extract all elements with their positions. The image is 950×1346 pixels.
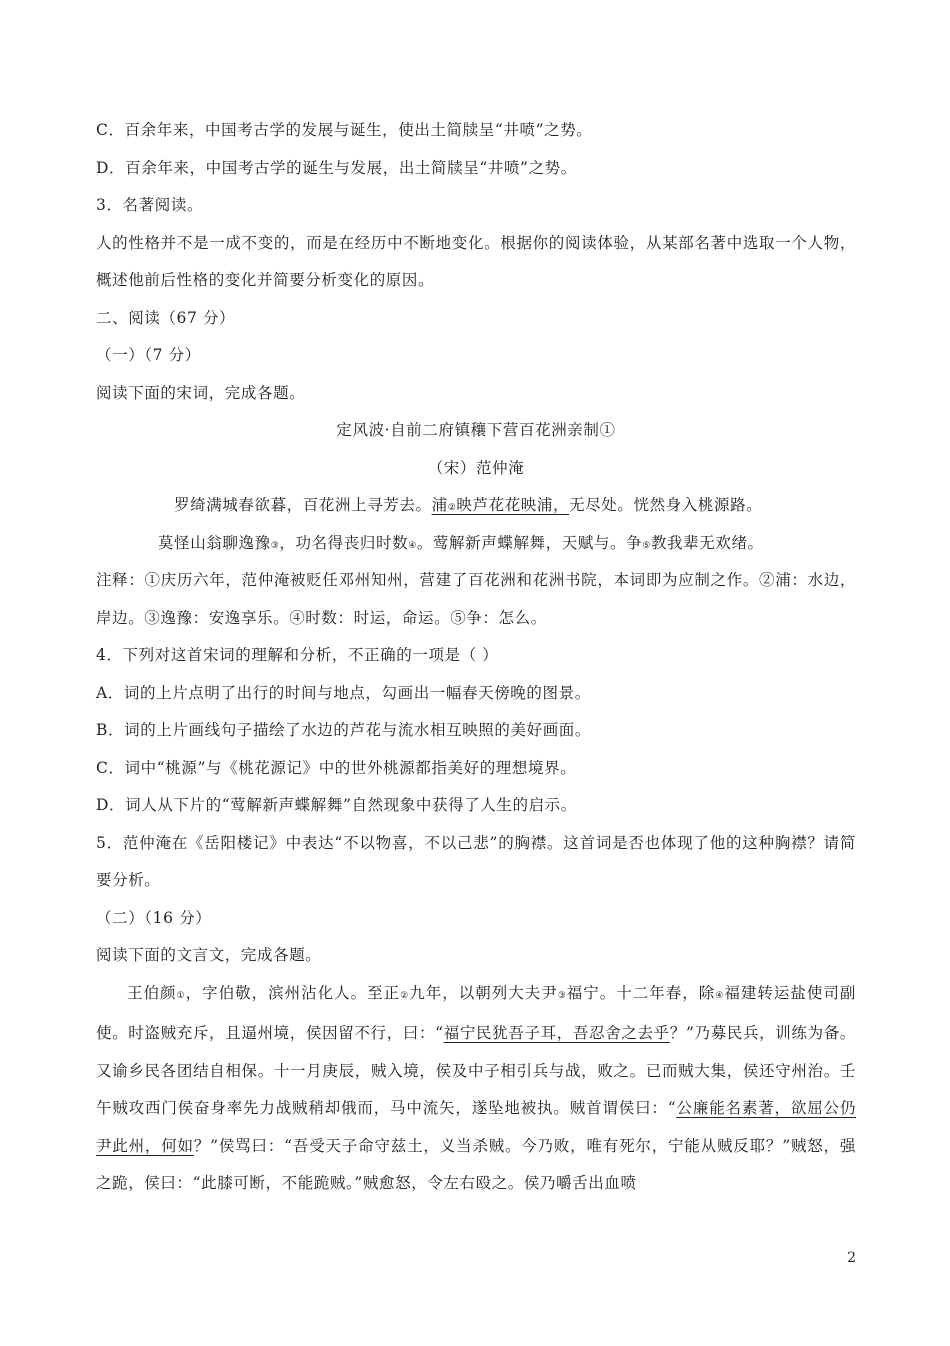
poem-author: （宋）范仲淹 [427,458,525,477]
poem-line-1 [96,487,856,525]
classical-prose-passage [96,975,856,1203]
prose-seg-7: ？”侯骂曰：“吾受天子命守兹土，义当杀贼。今乃败，唯有死尔，宁能从贼反耶？”贼怒，强之跪，侯曰：“此膝可断，不能跪贼。”贼愈怒，令左右殴之。侯乃嚼舌出血喷 [96,1136,856,1192]
prose-note-4: ④ [715,990,725,1001]
question-3-heading: 3．名著阅读。 [96,196,204,214]
part-1-intro: 阅读下面的宋词，完成各题。 [96,383,306,402]
question-4-heading: 4．下列对这首宋词的理解和分析，不正确的一项是（ ） [96,646,499,664]
page-number: 2 [847,1250,856,1266]
part-2-heading: （二）（16 分） [96,908,212,927]
prose-note-1: ① [176,990,186,1001]
option-d-line: D．百余年来，中国考古学的诞生与发展，出土简牍呈“井喷”之势。 [96,158,577,177]
prose-underlined-sentence-1: 福宁民犹吾子耳，吾忍舍之去乎 [443,1024,670,1042]
document-page [96,112,856,1203]
poem-notes: 注释：①庆历六年，范仲淹被贬任邓州知州，营建了百花洲和花洲书院，本词即为应制之作。②浦：水边，岸边。③逸豫：安逸享乐。④时数：时运，命运。⑤争：怎么。 [96,571,856,627]
poem-line-1-part-b: 无尽处。恍然身入桃源路。 [569,496,763,514]
footnote-marker-5: ⑤ [642,540,651,551]
prose-seg-6: ？”乃募民兵，训练为备。又谕乡民各团结自相保。十一月庚辰，贼入境，侯及中子相引兵与战，败之。已而贼大集，侯还守州治。壬午贼攻西门侯奋身率先力战贼稍却俄而，马中流矢，遂坠地被执。贼首谓侯曰：“ [96,1024,856,1117]
part-1-heading: （一）（7 分） [96,346,201,364]
poem-line-2-part-b: ，功名得丧归时数 [279,533,409,552]
prose-seg-5: 福建转运盐使司副使。时盗贼充斥，且逼州境，侯因留不行，曰：“ [96,983,857,1042]
question-4-option-d: D．词人从下片的“莺解新声蝶解舞”自然现象中获得了人生的启示。 [96,796,577,814]
poem-line-2-part-a: 莫怪山翁聊逸豫 [158,533,271,552]
prose-seg-3: 九年，以朝列大夫尹 [409,983,558,1002]
poem-underlined-phrase: 映芦花花映浦， [456,496,570,514]
prose-seg-4: 福宁。十二年春，除 [566,983,716,1002]
prose-seg-1: 王伯颜 [127,983,177,1002]
poem-line-2 [96,525,856,563]
question-4-option-c: C．词中“桃源”与《桃花源记》中的世外桃源都指美好的理想境界。 [96,758,577,777]
prose-note-3: ③ [557,990,567,1001]
question-5: 5．范仲淹在《岳阳楼记》中表达“不以物喜，不以己悲”的胸襟。这首词是否也体现了他的这种胸襟？请简要分析。 [96,833,856,889]
prose-seg-2: ，字伯敬，滨州沾化人。至正 [185,983,401,1002]
poem-line-2-part-c: 。莺解新声蝶解舞，天赋与。争 [416,533,643,552]
question-4-option-a: A．词的上片点明了出行的时间与地点，勾画出一幅春天傍晚的图景。 [96,683,591,702]
footnote-marker-4: ④ [408,540,417,551]
footnote-marker-3: ③ [270,540,280,551]
poem-line-2-part-d: 教我辈无欢绪。 [650,533,764,552]
part-2-intro: 阅读下面的文言文，完成各题。 [96,946,322,964]
section-2-heading: 二、阅读（67 分） [96,308,236,327]
prose-note-2: ② [400,990,410,1001]
question-4-option-b: B．词的上片画线句子描绘了水边的芦花与流水相互映照的美好画面。 [96,721,591,739]
poem-title: 定风波·自前二府镇穰下营百花洲亲制① [336,421,616,439]
option-c-line: C．百余年来，中国考古学的发展与诞生，使出土简牍呈“井喷”之势。 [96,121,593,139]
footnote-marker-2: ② [447,503,457,513]
poem-line-1-part-a: 罗绮满城春欲暮，百花洲上寻芳去。 [174,496,432,514]
question-3-body: 人的性格并不是一成不变的，而是在经历中不断地变化。根据你的阅读体验，从某部名著中选取一个人物，概述他前后性格的变化并简要分析变化的原因。 [96,233,856,289]
prose-underlined-sentence-2: 公廉能名素著，欲屈公仍尹此州，何如 [96,1099,856,1155]
poem-underlined-word: 浦 [431,496,448,514]
